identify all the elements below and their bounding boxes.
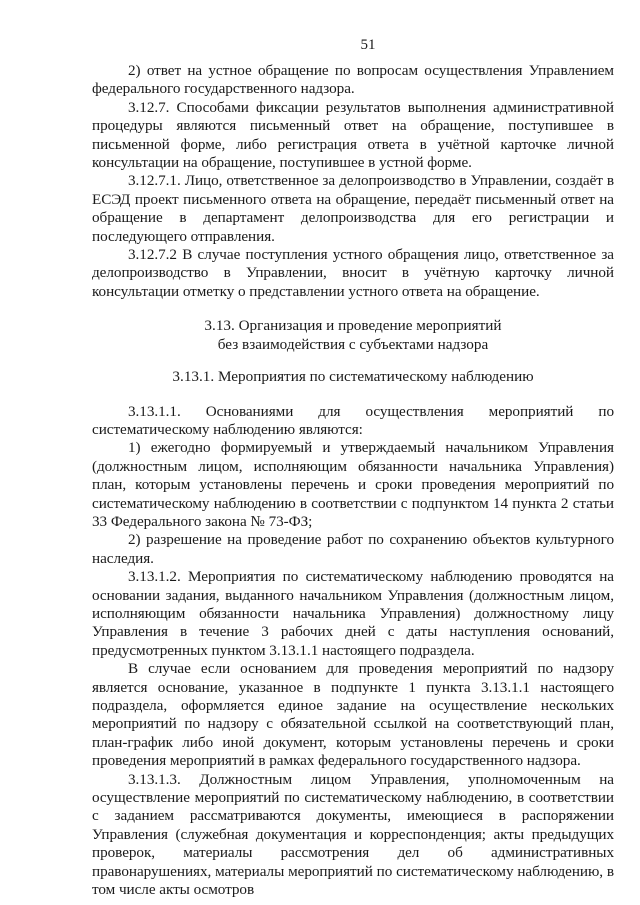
section-heading-line-1: 3.13. Организация и проведение мероприятий: [204, 317, 502, 335]
paragraph-3-12-7-2: 3.12.7.2 В случае поступления устного обращения лицо, ответственное за делопроизводство в Управлении, вносит в учётную карточку личной консультации отметку о представлении устного ответа на обращение.: [92, 246, 614, 300]
paragraph-3-12-7-1: 3.12.7.1. Лицо, ответственное за делопроизводство в Управлении, создаёт в ЕСЭД проект письменного ответа на обращение, передаёт письменный ответ на обращение в департамент делопроизводства для его регистрации и последующего отправления.: [92, 172, 614, 245]
paragraph-case-basis: В случае если основанием для проведения мероприятий по надзору является основание, указанное в подпункте 1 пункта 3.13.1.1 настоящего подраздела, оформляется единое задание на осуществление нескольких мероприятий по надзору с обязательной ссылкой на соответствующий план, план-график либо иной документ, которым установлены перечень и сроки проведения мероприятий в рамках федерального государственного надзора.: [92, 660, 614, 770]
section-heading-line-2: без взаимодействия с субъектами надзора: [217, 335, 489, 353]
page-number: 51: [360, 37, 376, 53]
section-heading: [92, 317, 614, 354]
paragraph-item-2: 2) разрешение на проведение работ по сохранению объектов культурного наследия.: [92, 531, 614, 567]
paragraph-answer-oral: 2) ответ на устное обращение по вопросам осуществления Управлением федерального государственного надзора.: [92, 62, 614, 98]
paragraph-3-12-7: 3.12.7. Способами фиксации результатов выполнения административной процедуры являются письменный ответ на обращение, поступившее в письменной форме, либо регистрация ответа в учётной карточке личной консультации на обращение, поступившее в устной форме.: [92, 98, 614, 172]
paragraph-3-13-1-2: 3.13.1.2. Мероприятия по систематическому наблюдению проводятся на основании задания, выданного начальником Управления (должностным лицом, исполняющим обязанности начальника Управления) должностному лицу Управления в течение 3 рабочих дней с даты наступления оснований, предусмотренных пунктом 3.13.1.1 настоящего подраздела.: [92, 568, 614, 659]
paragraph-3-13-1-3: 3.13.1.3. Должностным лицом Управления, уполномоченным на осуществление мероприятий по систематическому наблюдению, в соответствии с заданием рассматриваются документы, имеющиеся в распоряжении Управления (служебная документация и корреспонденция; акты предыдущих проверок, материалы рассмотрения дел об административных правонарушениях, материалы мероприятий по систематическому наблюдению, в том числе акты осмотров: [92, 770, 614, 899]
paragraph-item-1: 1) ежегодно формируемый и утверждаемый начальником Управления (должностным лицом, исполняющим обязанности начальника Управления) план, которым установлены перечень и сроки проведения мероприятий по систематическому наблюдению в соответствии с подпунктом 14 пункта 2 статьи 33 Федерального закона № 73-ФЗ;: [92, 439, 614, 530]
subsection-heading: 3.13.1. Мероприятия по систематическому наблюдению: [172, 368, 534, 386]
paragraph-3-13-1-1: 3.13.1.1. Основаниями для осуществления мероприятий по систематическому наблюдению являются:: [92, 402, 614, 438]
